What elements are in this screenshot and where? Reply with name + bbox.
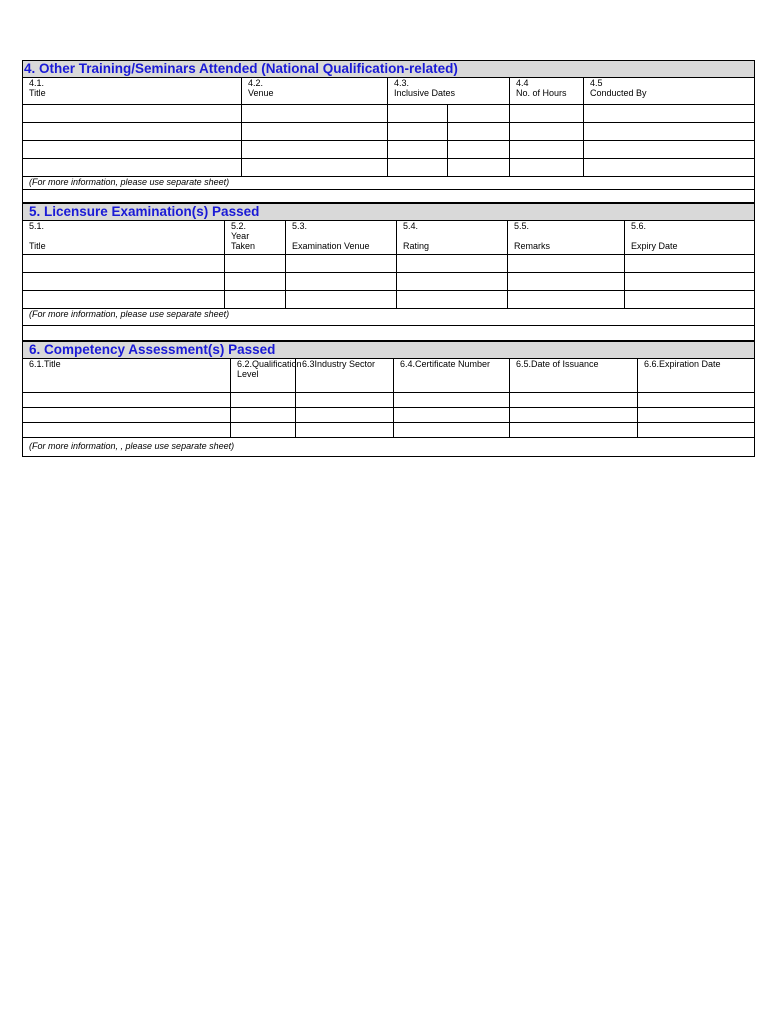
section-4-table (22, 60, 755, 203)
table-row[interactable] (23, 273, 755, 291)
col-header: 4.3. Inclusive Dates (388, 78, 510, 105)
col-header: 6.1.Title (23, 359, 231, 393)
col-header: 4.4 No. of Hours (510, 78, 584, 105)
table-row[interactable] (23, 393, 755, 408)
col-header: 6.6.Expiration Date (638, 359, 755, 393)
section-6-header (23, 359, 755, 393)
table-row[interactable] (23, 141, 755, 159)
table-row[interactable] (23, 255, 755, 273)
col-header: 4.2. Venue (242, 78, 388, 105)
col-header: 4.5 Conducted By (584, 78, 755, 105)
col-header: 5.3. Examination Venue (286, 221, 397, 255)
col-header: 5.2. Year Taken (225, 221, 286, 255)
col-header: 6.4.Certificate Number (394, 359, 510, 393)
table-row[interactable] (23, 423, 755, 438)
spacer-row (23, 190, 755, 203)
section-6-title: 6. Competency Assessment(s) Passed (23, 342, 755, 359)
col-header: 4.1. Title (23, 78, 242, 105)
section-6-note: (For more information, , please use separate sheet) (23, 438, 755, 457)
col-header: 5.4. Rating (397, 221, 508, 255)
section-5-note: (For more information, please use separate sheet) (23, 309, 755, 326)
col-header: 5.6. Expiry Date (625, 221, 755, 255)
col-header: 6.2.Qualification Level (231, 359, 296, 393)
spacer-row (23, 326, 755, 341)
col-header: 5.5. Remarks (508, 221, 625, 255)
table-row[interactable] (23, 159, 755, 177)
col-header: 6.5.Date of Issuance (510, 359, 638, 393)
section-4-header (23, 78, 755, 105)
section-4-title: 4. Other Training/Seminars Attended (National Qualification-related) (23, 61, 755, 78)
section-4-note: (For more information, please use separate sheet) (23, 177, 755, 190)
section-5-table (22, 203, 755, 341)
section-5-header (23, 221, 755, 255)
table-row[interactable] (23, 291, 755, 309)
table-row[interactable] (23, 408, 755, 423)
col-header: 6.3Industry Sector (296, 359, 394, 393)
training-form (22, 60, 754, 457)
table-row[interactable] (23, 105, 755, 123)
section-5-title: 5. Licensure Examination(s) Passed (23, 204, 755, 221)
table-row[interactable] (23, 123, 755, 141)
col-header: 5.1. Title (23, 221, 225, 255)
section-6-table (22, 341, 755, 457)
